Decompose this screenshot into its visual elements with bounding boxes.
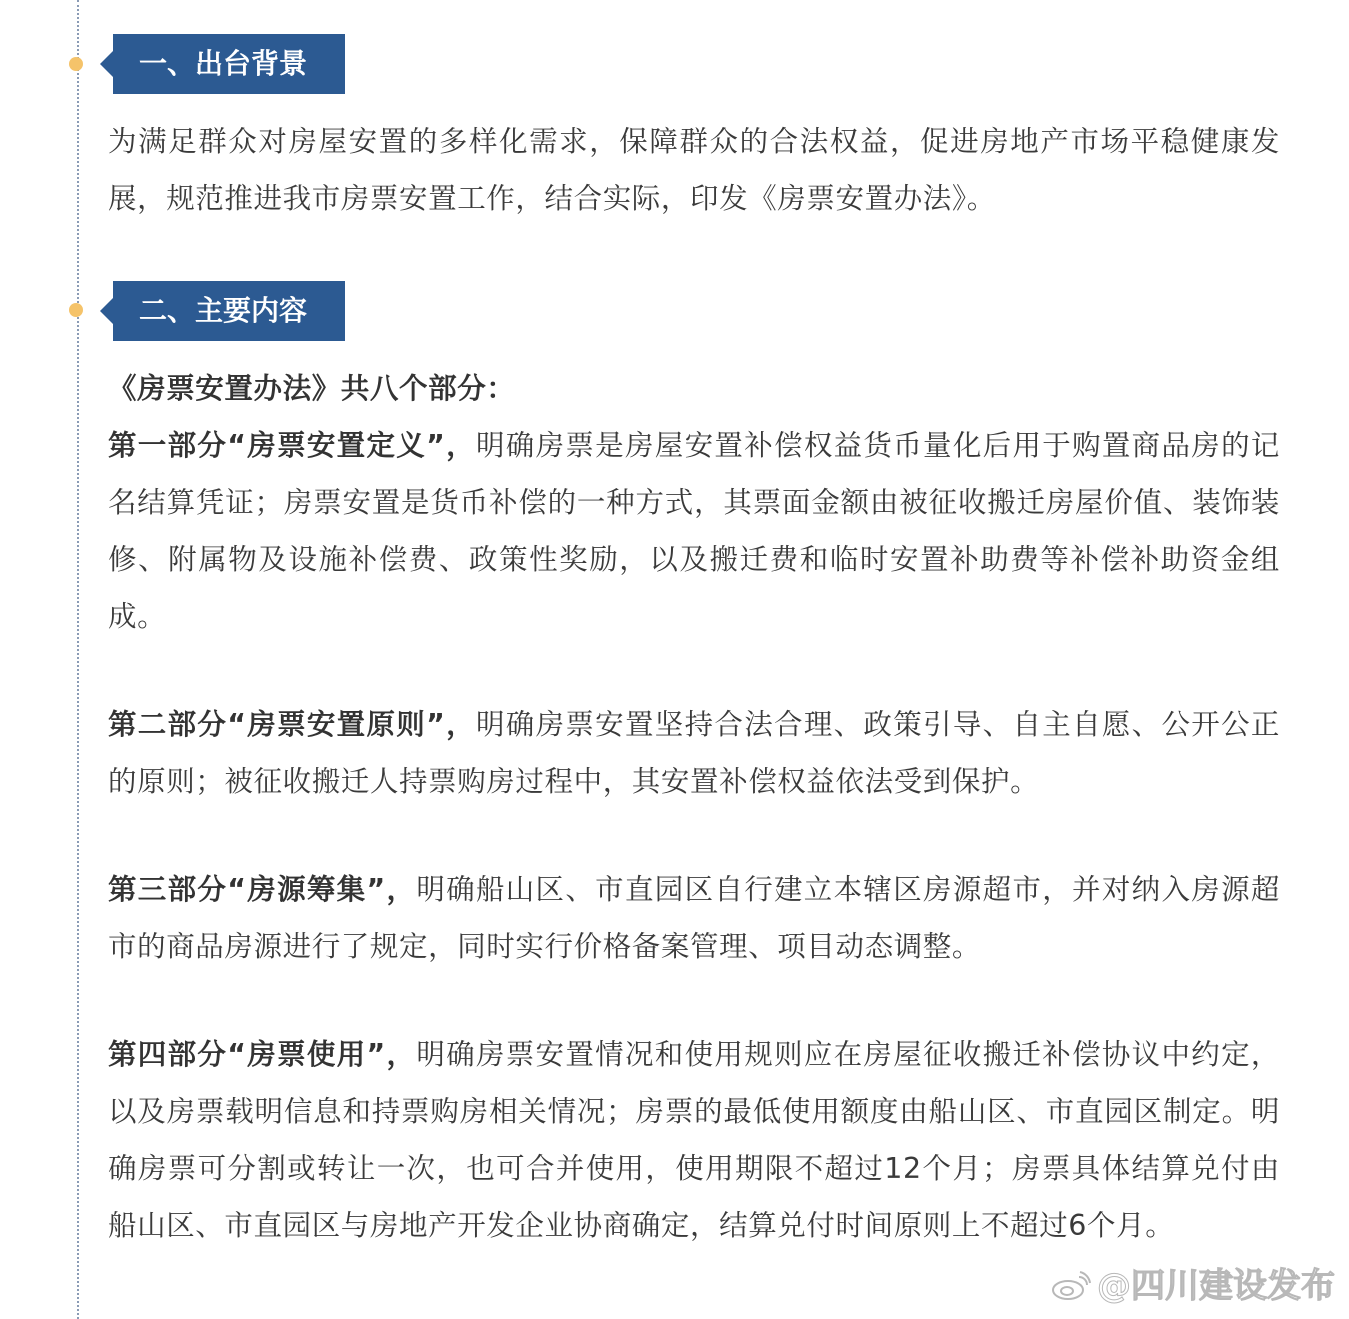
header-arrow [100, 298, 113, 324]
background-paragraph: 为满足群众对房屋安置的多样化需求，保障群众的合法权益，促进房地产市场平稳健康发展，规范推进我市房票安置工作，结合实际，印发《房票安置办法》。 [108, 125, 1280, 215]
section-title: 一、出台背景 [113, 34, 345, 94]
part-heading: 第二部分“房票安置原则”， [108, 708, 476, 741]
part-heading: 第一部分“房票安置定义”， [108, 429, 476, 462]
content-intro [108, 360, 1280, 417]
part-4-paragraph [108, 1026, 1280, 1254]
part-heading: 第三部分“房源筹集”， [108, 873, 417, 906]
watermark-text: @四川建设发布 [1097, 1266, 1335, 1306]
part-heading: 第四部分“房票使用”， [108, 1038, 417, 1071]
part-2-paragraph [108, 696, 1280, 810]
timeline-line [77, 0, 79, 1319]
part-text: 明确船山区、市直园区自行建立本辖区房源超市，并对纳入房源超市的商品房源进行了规定，同时实行价格备案管理、项目动态调整。 [108, 873, 1280, 963]
weibo-icon [1051, 1271, 1091, 1301]
header-arrow [100, 51, 113, 77]
section-title: 二、主要内容 [113, 281, 345, 341]
intro-text: 《房票安置办法》共八个部分： [108, 372, 516, 405]
part-text: 明确房票安置情况和使用规则应在房屋征收搬迁补偿协议中约定，以及房票载明信息和持票购房相关情况；房票的最低使用额度由船山区、市直园区制定。明确房票可分割或转让一次，也可合并使用，使用期限不超过12个月；房票具体结算兑付由船山区、市直园区与房地产开发企业协商确定，结算兑付时间原则上不超过6个月。 [108, 1038, 1280, 1242]
weibo-watermark [1051, 1258, 1335, 1307]
part-text: 明确房票是房屋安置补偿权益货币量化后用于购置商品房的记名结算凭证；房票安置是货币补偿的一种方式，其票面金额由被征收搬迁房屋价值、装饰装修、附属物及设施补偿费、政策性奖励，以及搬迁费和临时安置补助费等补偿补助资金组成。 [108, 429, 1281, 633]
part-3-paragraph [108, 861, 1280, 975]
timeline-dot-2 [69, 303, 83, 317]
part-1-paragraph [108, 417, 1280, 645]
part-text: 明确房票安置坚持合法合理、政策引导、自主自愿、公开公正的原则；被征收搬迁人持票购房过程中，其安置补偿权益依法受到保护。 [108, 708, 1281, 798]
timeline-dot-1 [69, 57, 83, 71]
